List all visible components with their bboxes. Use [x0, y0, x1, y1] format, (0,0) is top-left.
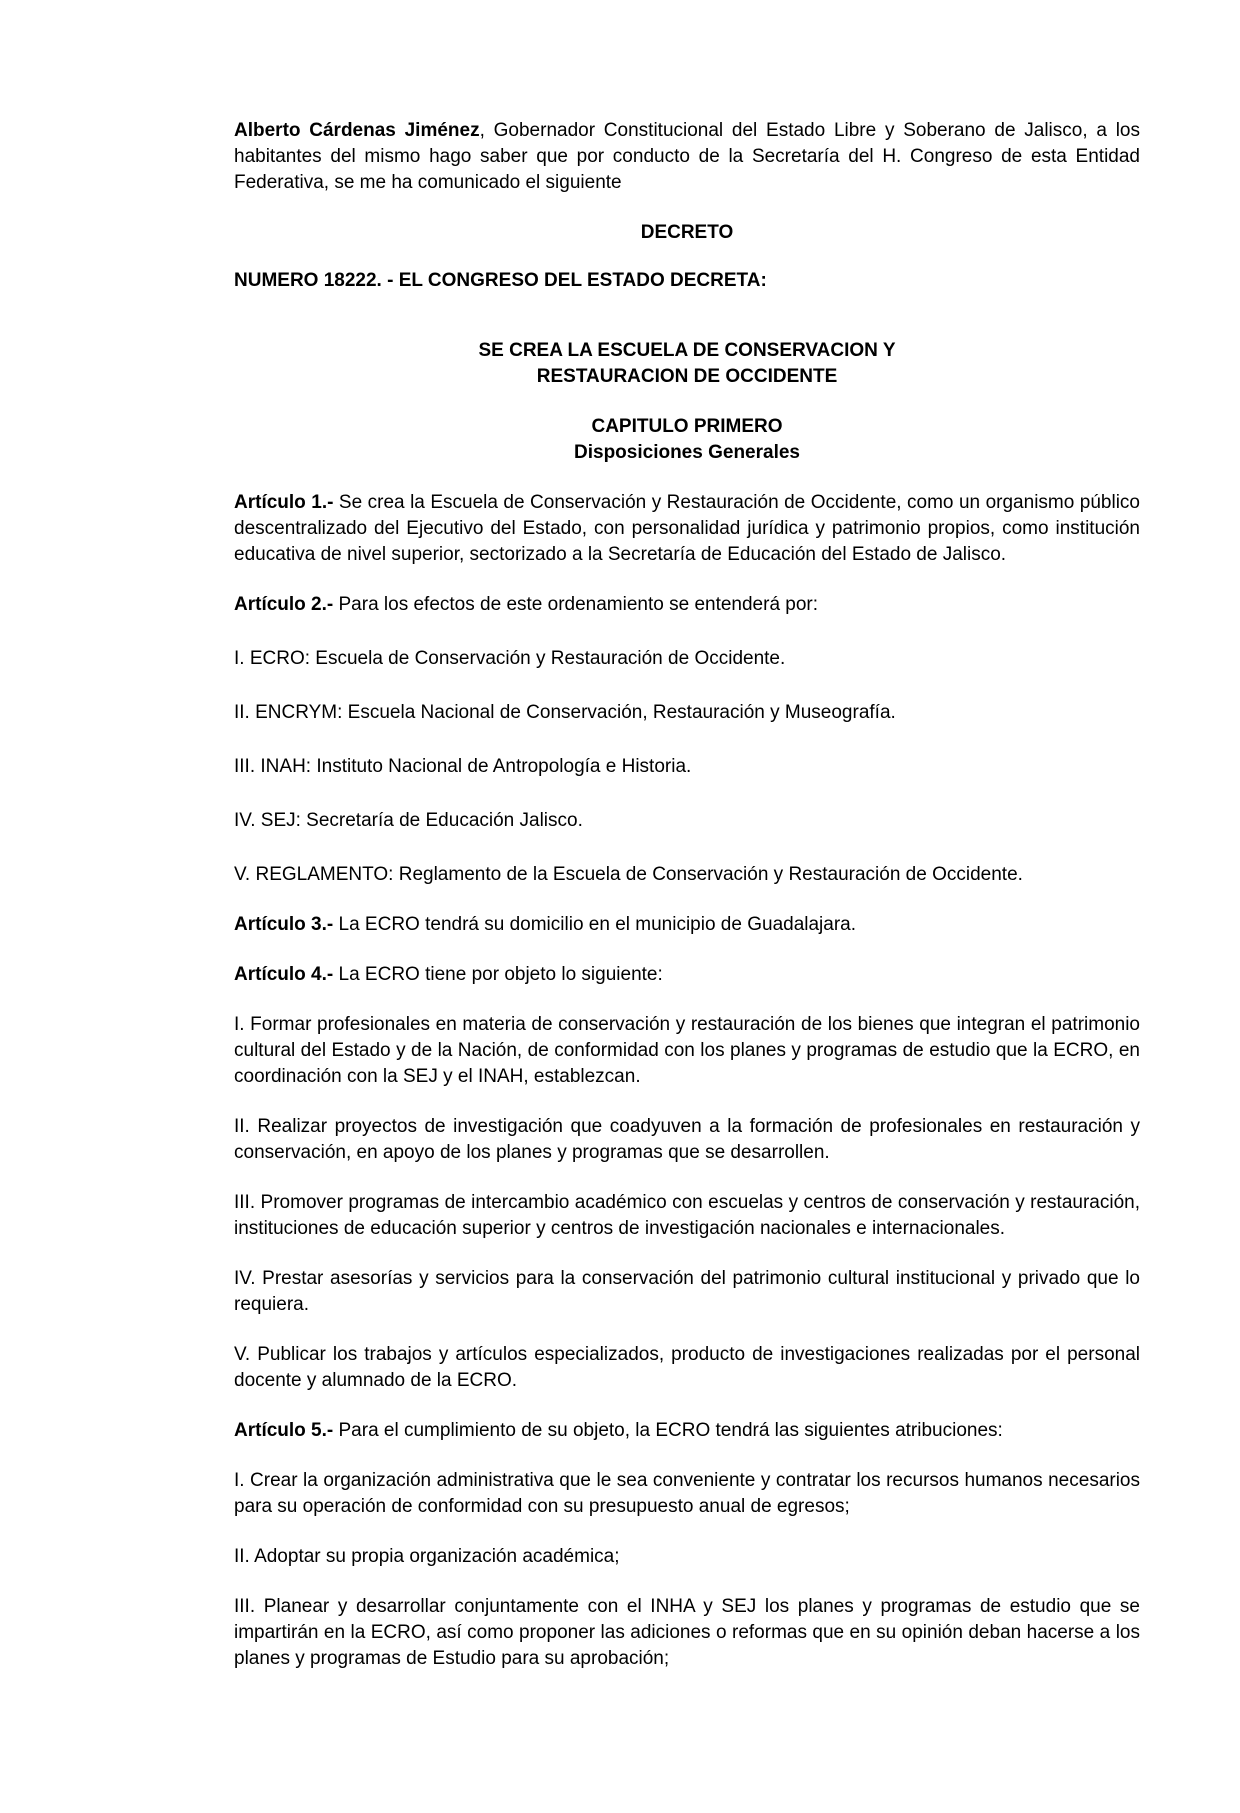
chapter-heading — [234, 414, 1140, 466]
article-5-item: III. Planear y desarrollar conjuntamente con el INHA y SEJ los planes y programas de estudio que se impartirán en la ECRO, así como proponer las adiciones o reformas que en su opinión deban hacerse a los planes y programas de Estudio para su aprobación; — [234, 1596, 1140, 1669]
article-1 — [234, 490, 1140, 568]
article-2-item: V. REGLAMENTO: Reglamento de la Escuela de Conservación y Restauración de Occidente. — [234, 864, 1023, 885]
article-2-item: IV. SEJ: Secretaría de Educación Jalisco. — [234, 810, 583, 831]
decreto-heading: DECRETO — [640, 222, 734, 243]
decree-title — [234, 338, 1140, 390]
article-1-text: Se crea la Escuela de Conservación y Restauración de Occidente, como un organismo público descentralizado del Ejecutivo del Estado, con personalidad jurídica y patrimonio propios, como institución educativa de nivel superior, sectorizado a la Secretaría de Educación del Estado de Jalisco. — [234, 492, 1140, 565]
article-4-item: II. Realizar proyectos de investigación que coadyuven a la formación de profesionales en restauración y conservación, en apoyo de los planes y programas que se desarrollen. — [234, 1116, 1140, 1163]
article-2-item: I. ECRO: Escuela de Conservación y Restauración de Occidente. — [234, 648, 786, 669]
article-5 — [234, 1418, 1140, 1444]
article-4-text: La ECRO tiene por objeto lo siguiente: — [333, 964, 663, 985]
article-5-item: I. Crear la organización administrativa que le sea conveniente y contratar los recursos humanos necesarios para su operación de conformidad con su presupuesto anual de egresos; — [234, 1470, 1140, 1517]
intro-paragraph — [234, 118, 1140, 196]
article-5-label: Artículo 5.- — [234, 1420, 334, 1441]
article-4-label: Artículo 4.- — [234, 964, 334, 985]
article-3-label: Artículo 3.- — [234, 914, 334, 935]
article-2-text: Para los efectos de este ordenamiento se entenderá por: — [333, 594, 819, 615]
chapter-number: CAPITULO PRIMERO — [591, 416, 783, 437]
document-body — [234, 118, 1140, 1696]
decree-title-line-1: SE CREA LA ESCUELA DE CONSERVACION Y — [478, 340, 896, 361]
article-4-item: IV. Prestar asesorías y servicios para la conservación del patrimonio cultural institucional y privado que lo requiera. — [234, 1268, 1140, 1315]
article-5-item: II. Adoptar su propia organización académica; — [234, 1546, 620, 1567]
decree-title-line-2: RESTAURACION DE OCCIDENTE — [536, 366, 838, 387]
article-1-label: Artículo 1.- — [234, 492, 334, 513]
article-5-text: Para el cumplimiento de su objeto, la ECRO tendrá las siguientes atribuciones: — [333, 1420, 1003, 1441]
article-2-item: II. ENCRYM: Escuela Nacional de Conservación, Restauración y Museografía. — [234, 702, 896, 723]
numero-heading: NUMERO 18222. - EL CONGRESO DEL ESTADO DECRETA: — [234, 270, 767, 291]
article-2 — [234, 592, 1140, 618]
intro-text: , Gobernador Constitucional del Estado Libre y Soberano de Jalisco, a los habitantes del mismo hago saber que por conducto de la Secretaría del H. Congreso de esta Entidad Federativa, se me ha comunicado el siguiente — [234, 120, 1141, 193]
governor-name: Alberto Cárdenas Jiménez — [234, 120, 480, 141]
article-2-label: Artículo 2.- — [234, 594, 334, 615]
article-4-item: I. Formar profesionales en materia de conservación y restauración de los bienes que integran el patrimonio cultural del Estado y de la Nación, de conformidad con los planes y programas de estudio que la ECRO, en coordinación con la SEJ y el INAH, establezcan. — [234, 1014, 1140, 1087]
article-4-item: III. Promover programas de intercambio académico con escuelas y centros de conservación y restauración, instituciones de educación superior y centros de investigación nacionales e internacionales. — [234, 1192, 1140, 1239]
article-4-item: V. Publicar los trabajos y artículos especializados, producto de investigaciones realizadas por el personal docente y alumnado de la ECRO. — [234, 1344, 1140, 1391]
chapter-name: Disposiciones Generales — [574, 442, 800, 463]
article-3 — [234, 912, 1140, 938]
article-3-text: La ECRO tendrá su domicilio en el municipio de Guadalajara. — [333, 914, 857, 935]
article-4 — [234, 962, 1140, 988]
article-2-item: III. INAH: Instituto Nacional de Antropología e Historia. — [234, 756, 692, 777]
